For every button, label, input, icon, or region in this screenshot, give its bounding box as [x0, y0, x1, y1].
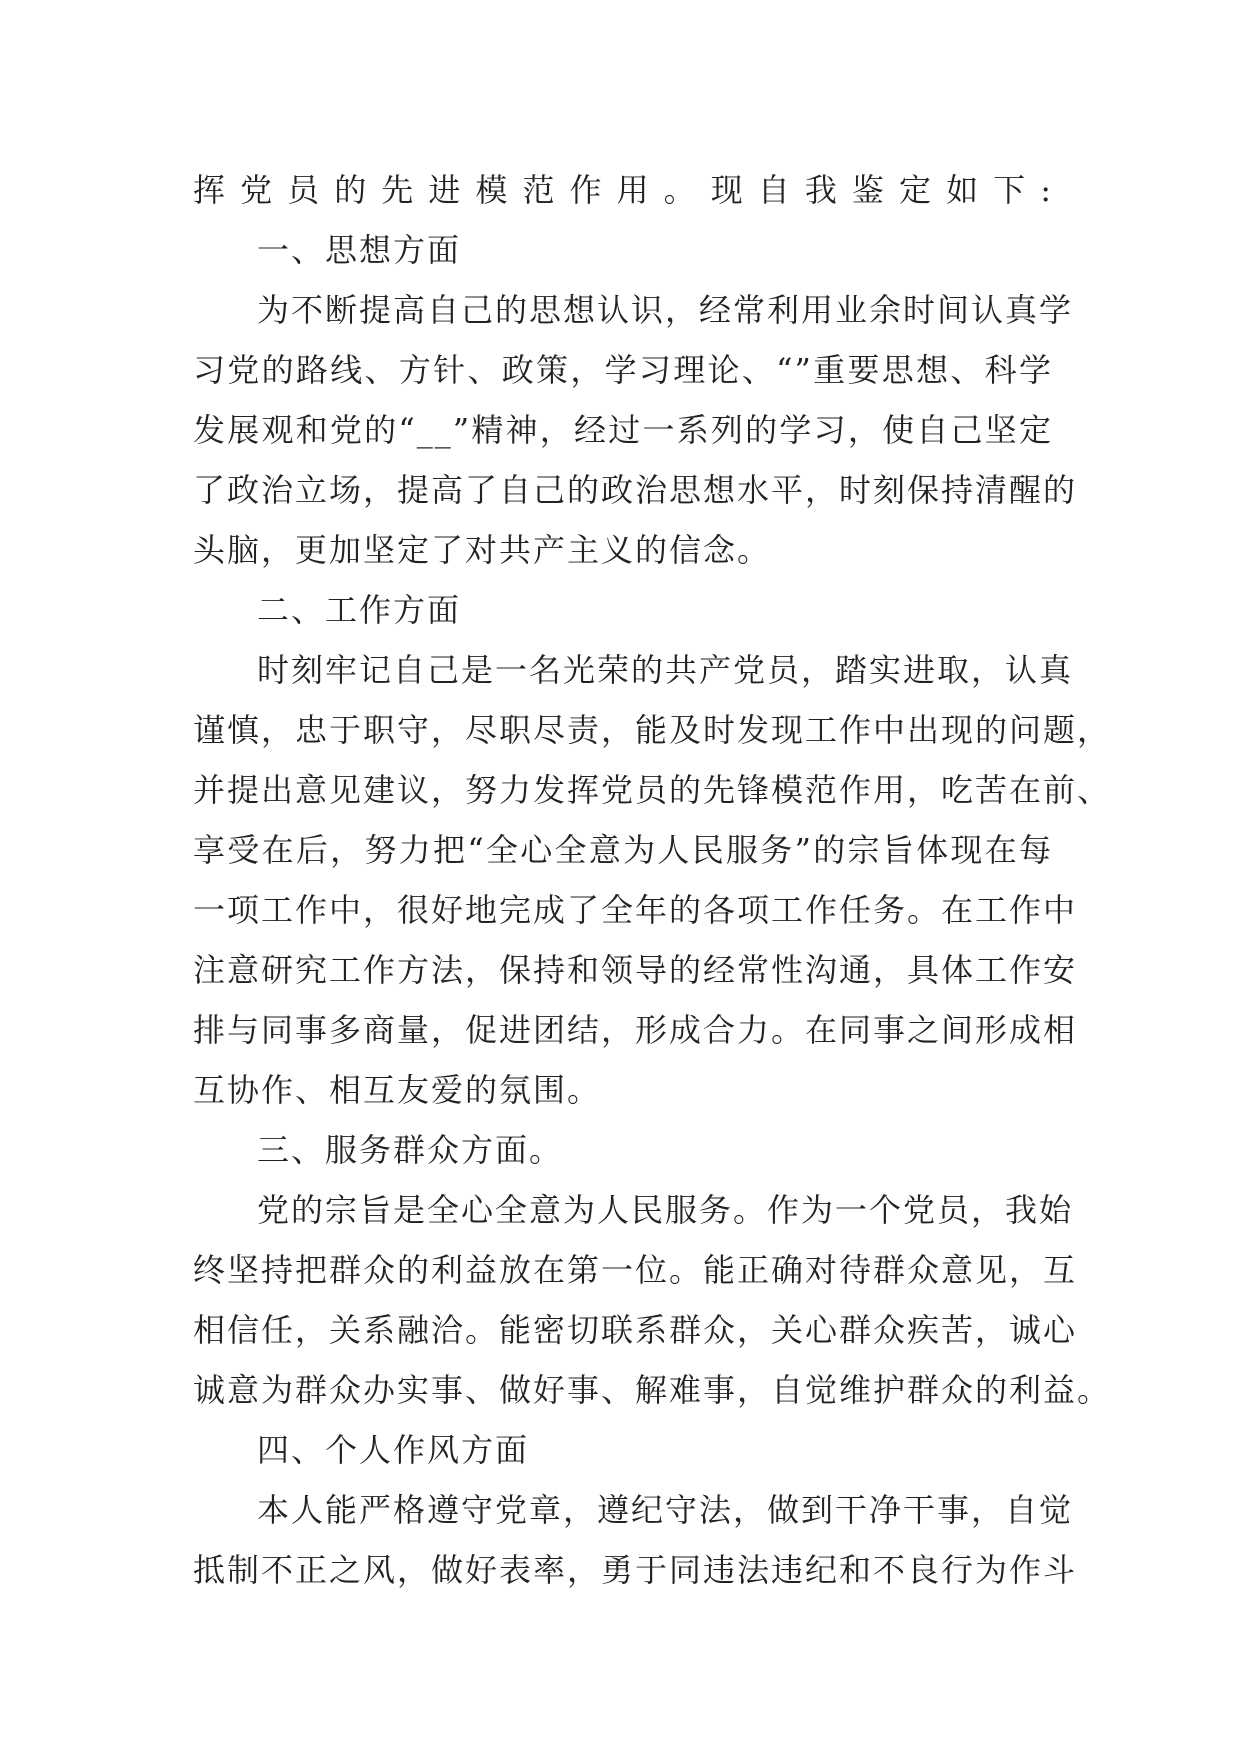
section-heading-work: 二、工作方面	[257, 591, 462, 629]
work-paragraph-line-7: 排与同事多商量，促进团结，形成合力。在同事之间形成相	[193, 1011, 1078, 1049]
section-heading-service: 三、服务群众方面。	[257, 1131, 564, 1169]
section-heading-conduct: 四、个人作风方面	[257, 1431, 530, 1469]
document-body	[193, 160, 1112, 1600]
work-paragraph-line-3: 并提出意见建议，努力发挥党员的先锋模范作用，吃苦在前、	[193, 771, 1112, 809]
work-paragraph-line-6: 注意研究工作方法，保持和领导的经常性沟通，具体工作安	[193, 951, 1078, 989]
service-paragraph-line-3: 相信任，关系融洽。能密切联系群众，关心群众疾苦，诚心	[193, 1311, 1078, 1349]
ideology-paragraph-line-2: 习党的路线、方针、政策，学习理论、“”重要思想、科学	[193, 351, 1053, 389]
service-paragraph-line-2: 终坚持把群众的利益放在第一位。能正确对待群众意见，互	[193, 1251, 1078, 1289]
ideology-paragraph-line-1: 为不断提高自己的思想认识，经常利用业余时间认真学	[257, 291, 1074, 329]
section-heading-ideology: 一、思想方面	[257, 231, 462, 269]
service-paragraph-line-4: 诚意为群众办实事、做好事、解难事，自觉维护群众的利益。	[193, 1371, 1112, 1409]
work-paragraph-line-4: 享受在后，努力把“全心全意为人民服务”的宗旨体现在每	[193, 831, 1053, 869]
service-paragraph-line-1: 党的宗旨是全心全意为人民服务。作为一个党员，我始	[257, 1191, 1074, 1229]
conduct-paragraph-line-1: 本人能严格遵守党章，遵纪守法，做到干净干事，自觉	[257, 1491, 1074, 1529]
paragraph-intro-line-1: 挥党员的先进模范作用。现自我鉴定如下:	[193, 171, 1053, 209]
ideology-paragraph-line-3: 发展观和党的“__”精神，经过一系列的学习，使自己坚定	[193, 411, 1053, 449]
ideology-paragraph-line-4: 了政治立场，提高了自己的政治思想水平，时刻保持清醒的	[193, 471, 1078, 509]
work-paragraph-line-5: 一项工作中，很好地完成了全年的各项工作任务。在工作中	[193, 891, 1078, 929]
ideology-paragraph-line-5: 头脑，更加坚定了对共产主义的信念。	[193, 531, 772, 569]
conduct-paragraph-line-2: 抵制不正之风，做好表率，勇于同违法违纪和不良行为作斗	[193, 1551, 1078, 1589]
work-paragraph-line-1: 时刻牢记自己是一名光荣的共产党员，踏实进取，认真	[257, 651, 1074, 689]
work-paragraph-line-2: 谨慎，忠于职守，尽职尽责，能及时发现工作中出现的问题，	[193, 711, 1112, 749]
work-paragraph-line-8: 互协作、相互友爱的氛围。	[193, 1071, 602, 1109]
